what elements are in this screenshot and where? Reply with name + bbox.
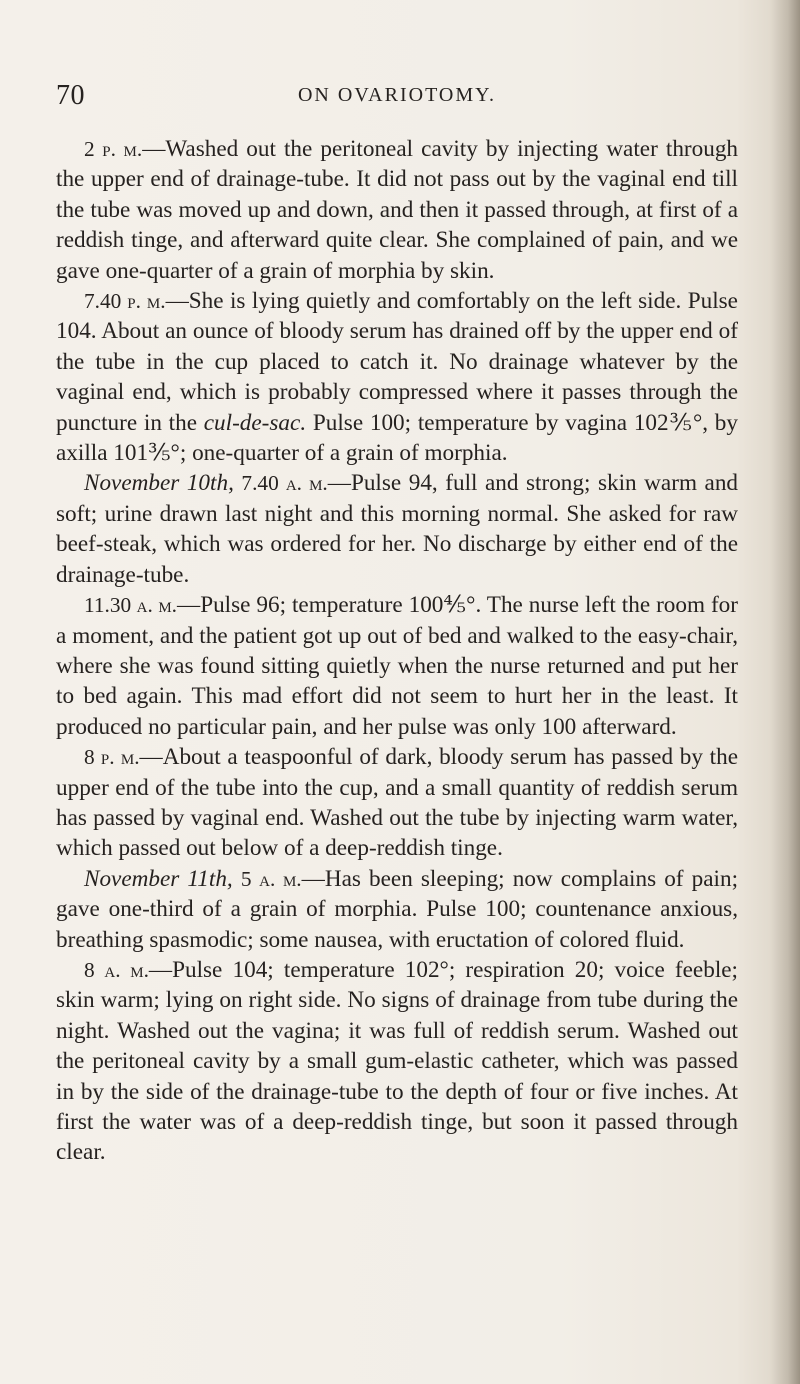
paragraph xyxy=(56,742,738,864)
paragraph xyxy=(56,864,738,955)
entry-time: 8 a. m. xyxy=(84,957,149,982)
entry-italic-term: cul-de-sac. xyxy=(203,409,307,436)
paragraph xyxy=(56,134,738,286)
entry-time: 2 p. m. xyxy=(84,137,143,161)
entry-text: —She is lying quietly and comfortably on the left side. Pulse 104. About an ounce of bloody serum has drained off by the upper end of the tube in the cup placed to catch it. No drainage whatever by the vaginal end, which is probably compressed where it passes through the puncture in the xyxy=(56,288,738,436)
entry-date: November 10th, xyxy=(84,470,234,497)
body-text xyxy=(56,134,738,1168)
entry-text: —Washed out the peritoneal cavity by injecting water through the upper end of drainage-tube. It did not pass out by the vaginal end till the tube was moved up and down, and then it passed through, at first of a reddish tinge, and afterward quite clear. She complained of pain, and we gave one-quarter of a grain of morphia by skin. xyxy=(56,136,739,284)
paragraph xyxy=(56,468,738,590)
page-header xyxy=(56,80,738,116)
paragraph xyxy=(56,590,738,742)
entry-text: —Pulse 94, full and strong; skin warm and soft; urine drawn last night and this morning normal. She asked for raw beef-steak, which was ordered for her. No discharge by either end of the drainage-tube. xyxy=(56,470,739,588)
entry-text: —Pulse 104; temperature 102°; respiration 20; voice feeble; skin warm; lying on right side. No signs of drainage from tube during the night. Washed out the vagina; it was full of reddish serum. Washed out the peritoneal cavity by a small gum-elastic catheter, which was passed in by the side of the drainage-tube to the depth of four or five inches. At first the water was of a deep-reddish tinge, but soon it passed through clear. xyxy=(56,956,738,1166)
entry-text: —Pulse 96; temperature 100⅘°. The nurse left the room for a moment, and the patient got up out of bed and walked to the easy-chair, where she was found sitting quietly when the nurse returned and put her to bed again. This mad effort did not seem to hurt her in the least. It produced no particular pain, and her pulse was only 100 afterward. xyxy=(56,592,738,740)
paragraph xyxy=(56,955,738,1168)
entry-time: 5 a. m. xyxy=(240,866,302,891)
entry-text: Pulse 100; temperature by vagina 102⅗°, by axilla 101⅗°; one-quarter of a grain of morphia. xyxy=(56,409,738,467)
entry-time: 8 p. m. xyxy=(84,745,140,770)
running-head: ON OVARIOTOMY. xyxy=(297,84,497,106)
entry-time: 7.40 a. m. xyxy=(241,471,328,496)
entry-text: —Has been sleeping; now complains of pain; gave one-third of a grain of morphia. Pulse 100; countenance anxious, breathing spasmodic; some nausea, with eructation of colored fluid. xyxy=(56,865,739,953)
page-edge-shadow xyxy=(770,0,800,1384)
entry-time: 7.40 p. m. xyxy=(84,289,166,314)
entry-date: November 11th, xyxy=(84,865,233,892)
entry-time: 11.30 a. m. xyxy=(84,593,177,618)
paragraph xyxy=(56,286,738,468)
page-number: 70 xyxy=(56,80,85,111)
entry-text: —About a teaspoonful of dark, bloody serum has passed by the upper end of the tube into the cup, and a small quantity of reddish serum has passed by vaginal end. Washed out the tube by injecting warm water, which passed out below of a deep-reddish tinge. xyxy=(56,744,739,862)
